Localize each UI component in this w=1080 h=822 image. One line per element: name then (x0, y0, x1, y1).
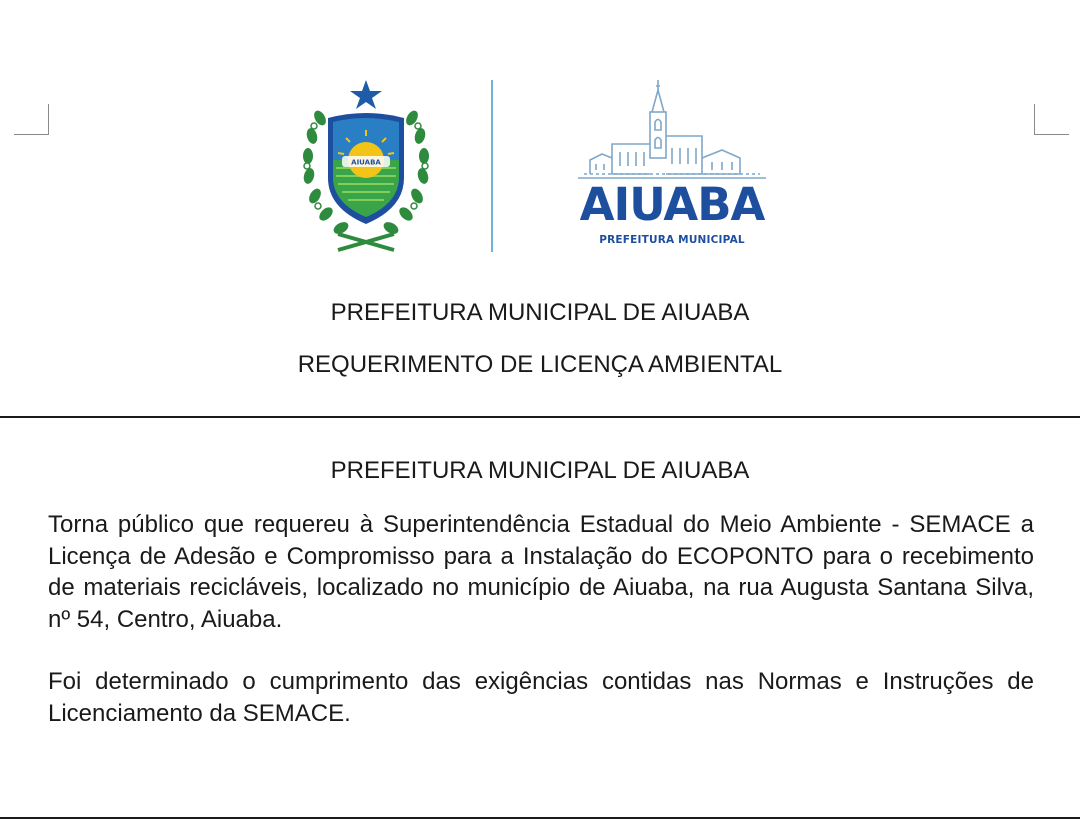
city-logo-subtitle: PREFEITURA MUNICIPAL (599, 234, 745, 246)
municipal-crest-icon (298, 78, 434, 254)
notice-title: PREFEITURA MUNICIPAL DE AIUABA (330, 457, 750, 484)
city-logo (572, 78, 772, 256)
crop-mark-left (14, 104, 49, 135)
section-divider-bottom (0, 817, 1080, 819)
city-logo-name: AIUABA (579, 178, 765, 231)
crest-badge-text: AIUABA (351, 158, 381, 167)
header-title: PREFEITURA MUNICIPAL DE AIUABA (330, 299, 750, 326)
logo-divider (491, 80, 493, 252)
notice-paragraph-1: Torna público que requereu à Superintendência Estadual do Meio Ambiente - SEMACE a Licença de Adesão e Compromisso para a Instalação do ECOPONTO para o recebimento de materiais recicláveis, localizado no município de Aiuaba, na rua Augusta Santana Silva, nº 54, Centro, Aiuaba. (48, 511, 1034, 633)
church-illustration-icon (572, 78, 772, 182)
header-logos (290, 72, 790, 262)
document-subject: REQUERIMENTO DE LICENÇA AMBIENTAL (297, 351, 783, 378)
section-divider-top (0, 416, 1080, 418)
notice-paragraph-2: Foi determinado o cumprimento das exigências contidas nas Normas e Instruções de Licenciamento da SEMACE. (48, 668, 1034, 727)
crop-mark-right (1034, 104, 1069, 135)
